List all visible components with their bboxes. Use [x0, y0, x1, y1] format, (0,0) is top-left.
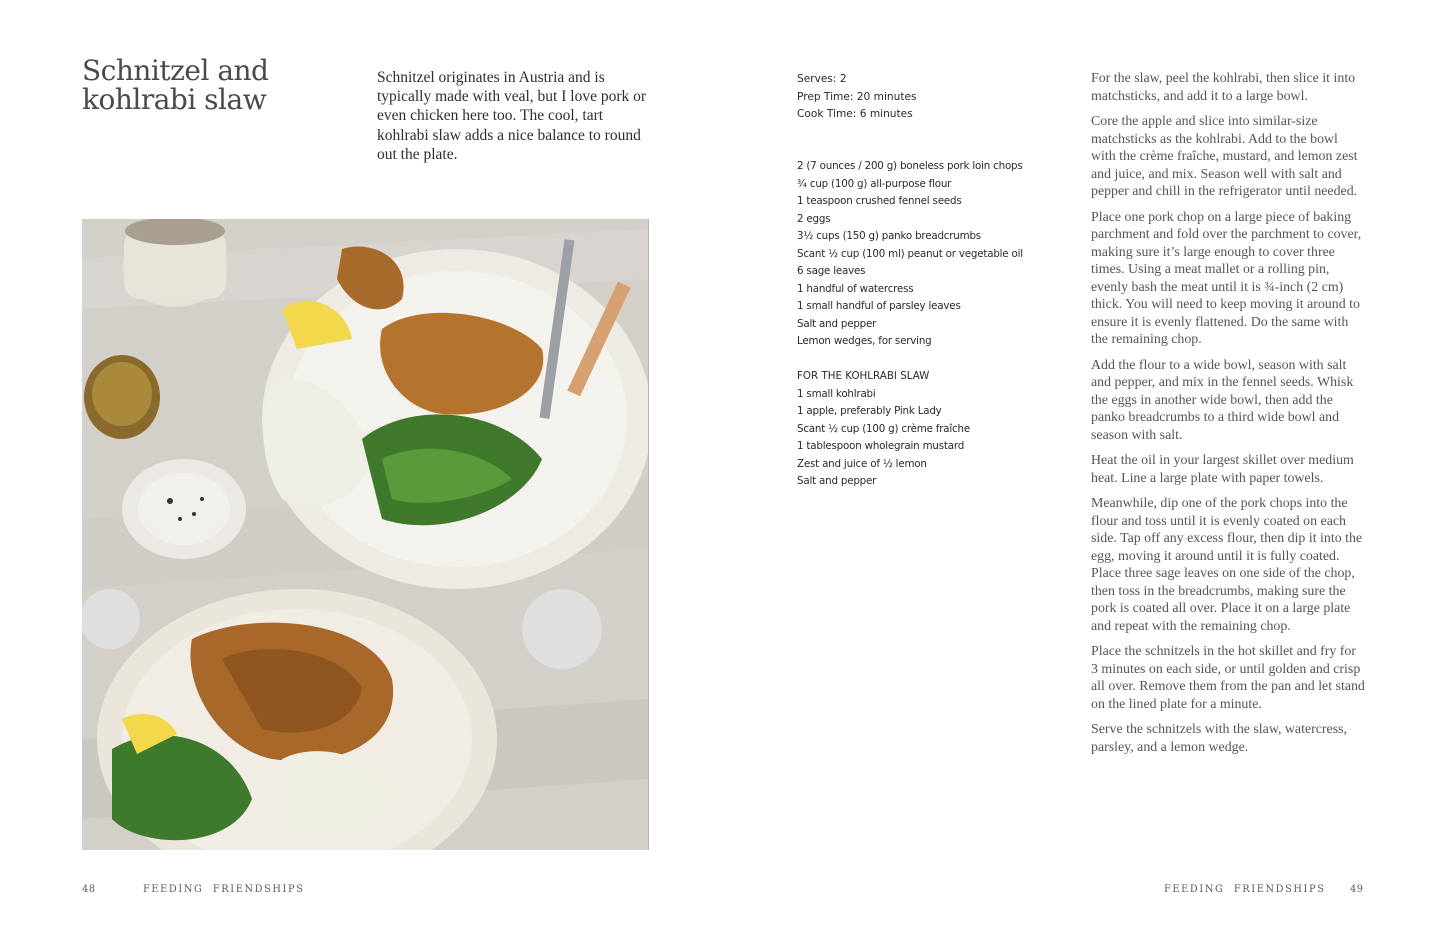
ingredient: 3½ cups (150 g) panko breadcrumbs — [797, 230, 981, 242]
ingredient: Salt and pepper — [797, 317, 877, 330]
method-step: Add the flour to a wide bowl, season with salt and pepper, and mix in the fennel seeds. Whisk the eggs in another wide bowl, then add the panko breadcrumbs to a third wide bowl and season with salt. — [1091, 357, 1354, 443]
slaw-ingredient: 1 small kohlrabi — [797, 387, 876, 400]
recipe-title-line-2: kohlrabi slaw — [82, 83, 267, 116]
left-running-head: FEEDING FRIENDSHIPS — [143, 884, 305, 895]
food-photo — [82, 219, 649, 850]
ingredient: 6 sage leaves — [797, 265, 866, 277]
recipe-meta — [797, 71, 1057, 124]
ingredient: 2 (7 ounces / 200 g) boneless pork loin chops — [797, 160, 1023, 172]
ingredient: 2 eggs — [797, 212, 831, 225]
method-step: For the slaw, peel the kohlrabi, then slice it into matchsticks, and add it to a large bowl. — [1091, 71, 1356, 104]
slaw-ingredient: Zest and juice of ½ lemon — [797, 457, 927, 470]
right-page-number: 49 — [1350, 884, 1364, 895]
ingredient: Scant ½ cup (100 ml) peanut or vegetable oil — [797, 247, 1023, 260]
ingredient: Lemon wedges, for serving — [797, 335, 932, 347]
serves: Serves: 2 — [797, 73, 847, 85]
slaw-ingredient: 1 apple, preferably Pink Lady — [797, 405, 942, 417]
prep-time: Prep Time: 20 minutes — [797, 90, 917, 103]
method-step: Serve the schnitzels with the slaw, watercress, parsley, and a lemon wedge. — [1091, 722, 1347, 755]
method-step: Place the schnitzels in the hot skillet and fry for 3 minutes on each side, or until golden and crisp all over. Remove them from the pan and let stand on the lined plate for a minute. — [1091, 644, 1365, 712]
slaw-ingredient: 1 tablespoon wholegrain mustard — [797, 440, 965, 452]
slaw-subheading: FOR THE KOHLRABI SLAW — [797, 370, 930, 382]
right-running-head: FEEDING FRIENDSHIPS — [1164, 884, 1326, 895]
ingredients-list — [797, 158, 1067, 491]
recipe-title-line-1: Schnitzel and — [82, 54, 269, 87]
method-step: Place one pork chop on a large piece of baking parchment and fold over the parchment to cover, making sure it’s large enough to cover three times. Using a meat mallet or a rolling pin, evenly bash the meat until it is ¾-inch (2 cm) thick. You will need to keep moving it around to ensure it is evenly flattened. Do the same with the remaining chop. — [1091, 209, 1362, 347]
recipe-intro: Schnitzel originates in Austria and is typically made with veal, but I love pork or even chicken here too. The cool, tart kohlrabi slaw adds a nice balance to round out the plate. — [377, 69, 647, 163]
food-photo-illustration — [82, 219, 648, 850]
ingredient: ¾ cup (100 g) all-purpose flour — [797, 177, 952, 190]
slaw-ingredient: Scant ½ cup (100 g) crème fraîche — [797, 422, 970, 435]
ingredient: 1 teaspoon crushed fennel seeds — [797, 195, 962, 207]
left-page-number: 48 — [82, 884, 96, 895]
recipe-title — [82, 56, 342, 114]
slaw-ingredient: Salt and pepper — [797, 475, 877, 487]
method-step: Core the apple and slice into similar-size matchsticks as the kohlrabi. Add to the bowl with the crème fraîche, mustard, and lemon zest and juice, and mix. Season well with salt and pepper and chill in the refrigerator until needed. — [1091, 114, 1358, 199]
method-steps — [1091, 70, 1366, 764]
ingredient: 1 small handful of parsley leaves — [797, 300, 961, 312]
method-step: Heat the oil in your largest skillet over medium heat. Line a large plate with paper towels. — [1091, 453, 1354, 486]
cook-time: Cook Time: 6 minutes — [797, 108, 913, 120]
ingredient: 1 handful of watercress — [797, 282, 914, 295]
method-step: Meanwhile, dip one of the pork chops into the flour and toss until it is evenly coated on each side. Tap off any excess flour, then dip it into the egg, moving it around until it is fully coated. Place three sage leaves on one side of the chop, then toss in the breadcrumbs, making sure the pork is coated all over. Place it on a large plate and repeat with the remaining chop. — [1091, 496, 1363, 634]
